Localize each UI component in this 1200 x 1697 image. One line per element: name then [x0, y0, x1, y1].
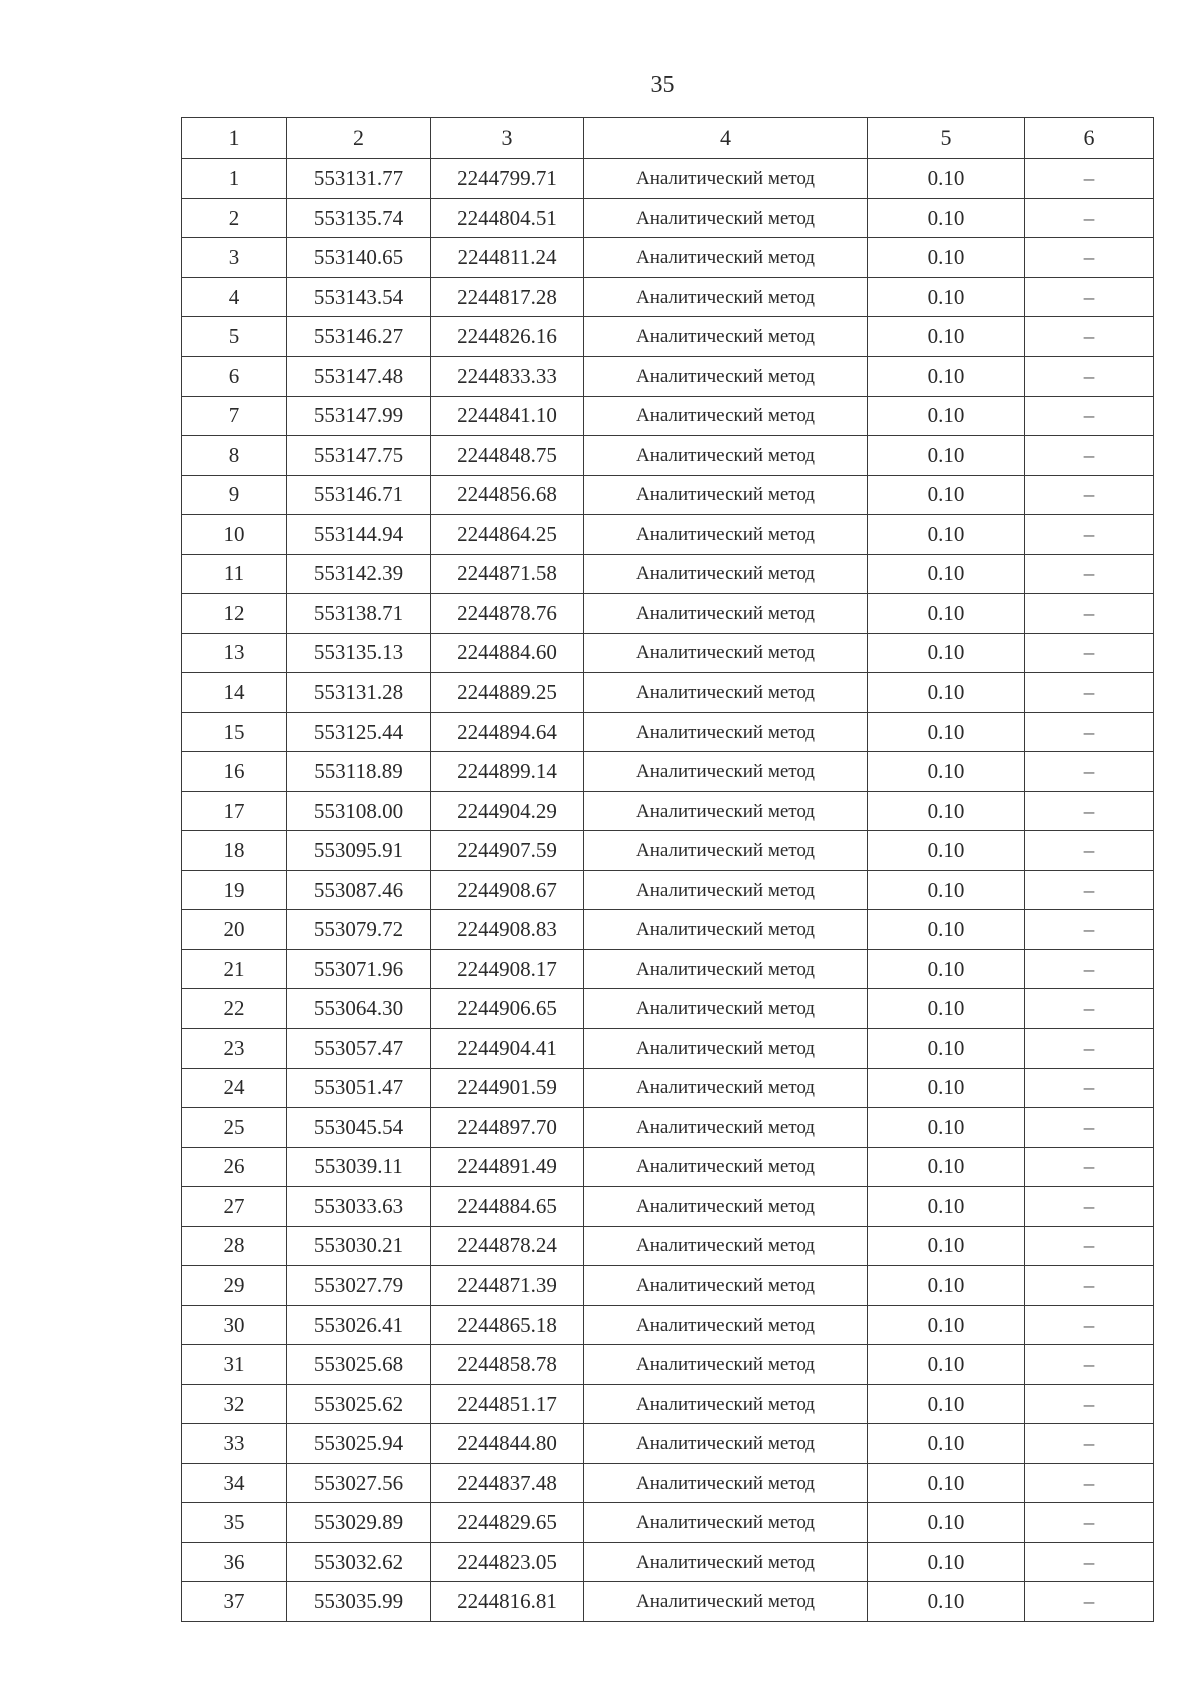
- x-coordinate-cell: 553142.39: [287, 554, 431, 594]
- method-cell: Аналитический метод: [584, 554, 868, 594]
- x-coordinate-cell: 553029.89: [287, 1503, 431, 1543]
- method-cell: Аналитический метод: [584, 1345, 868, 1385]
- note-cell: –: [1025, 870, 1154, 910]
- method-cell: Аналитический метод: [584, 1503, 868, 1543]
- note-cell: –: [1025, 1029, 1154, 1069]
- x-coordinate-cell: 553138.71: [287, 594, 431, 634]
- x-coordinate-cell: 553147.48: [287, 356, 431, 396]
- note-cell: –: [1025, 594, 1154, 634]
- y-coordinate-cell: 2244811.24: [431, 238, 584, 278]
- note-cell: –: [1025, 1345, 1154, 1385]
- y-coordinate-cell: 2244856.68: [431, 475, 584, 515]
- table-row: [182, 1345, 1154, 1385]
- column-header: 6: [1025, 118, 1154, 159]
- accuracy-cell: 0.10: [868, 1305, 1025, 1345]
- x-coordinate-cell: 553131.28: [287, 673, 431, 713]
- x-coordinate-cell: 553144.94: [287, 515, 431, 555]
- point-number-cell: 28: [182, 1226, 287, 1266]
- table-row: [182, 1226, 1154, 1266]
- point-number-cell: 23: [182, 1029, 287, 1069]
- y-coordinate-cell: 2244908.17: [431, 949, 584, 989]
- accuracy-cell: 0.10: [868, 475, 1025, 515]
- table-row: [182, 1187, 1154, 1227]
- table-row: [182, 910, 1154, 950]
- note-cell: –: [1025, 1542, 1154, 1582]
- y-coordinate-cell: 2244904.29: [431, 791, 584, 831]
- method-cell: Аналитический метод: [584, 1147, 868, 1187]
- method-cell: Аналитический метод: [584, 1226, 868, 1266]
- x-coordinate-cell: 553146.27: [287, 317, 431, 357]
- table-row: [182, 198, 1154, 238]
- table-row: [182, 515, 1154, 555]
- accuracy-cell: 0.10: [868, 515, 1025, 555]
- table-row: [182, 1542, 1154, 1582]
- note-cell: –: [1025, 515, 1154, 555]
- x-coordinate-cell: 553147.99: [287, 396, 431, 436]
- note-cell: –: [1025, 1384, 1154, 1424]
- point-number-cell: 31: [182, 1345, 287, 1385]
- y-coordinate-cell: 2244848.75: [431, 436, 584, 476]
- table-row: [182, 1463, 1154, 1503]
- point-number-cell: 29: [182, 1266, 287, 1306]
- table-row: [182, 1147, 1154, 1187]
- x-coordinate-cell: 553025.68: [287, 1345, 431, 1385]
- point-number-cell: 19: [182, 870, 287, 910]
- table-row: [182, 317, 1154, 357]
- method-cell: Аналитический метод: [584, 633, 868, 673]
- point-number-cell: 21: [182, 949, 287, 989]
- accuracy-cell: 0.10: [868, 1068, 1025, 1108]
- x-coordinate-cell: 553135.74: [287, 198, 431, 238]
- table-row: [182, 1582, 1154, 1622]
- y-coordinate-cell: 2244889.25: [431, 673, 584, 713]
- method-cell: Аналитический метод: [584, 1424, 868, 1464]
- table-row: [182, 1029, 1154, 1069]
- method-cell: Аналитический метод: [584, 1463, 868, 1503]
- table-row: [182, 633, 1154, 673]
- point-number-cell: 17: [182, 791, 287, 831]
- point-number-cell: 9: [182, 475, 287, 515]
- note-cell: –: [1025, 1226, 1154, 1266]
- method-cell: Аналитический метод: [584, 159, 868, 199]
- x-coordinate-cell: 553079.72: [287, 910, 431, 950]
- page-number: 35: [650, 72, 675, 98]
- y-coordinate-cell: 2244904.41: [431, 1029, 584, 1069]
- y-coordinate-cell: 2244841.10: [431, 396, 584, 436]
- x-coordinate-cell: 553147.75: [287, 436, 431, 476]
- column-header: 4: [584, 118, 868, 159]
- point-number-cell: 14: [182, 673, 287, 713]
- method-cell: Аналитический метод: [584, 1542, 868, 1582]
- point-number-cell: 36: [182, 1542, 287, 1582]
- y-coordinate-cell: 2244816.81: [431, 1582, 584, 1622]
- x-coordinate-cell: 553025.62: [287, 1384, 431, 1424]
- method-cell: Аналитический метод: [584, 436, 868, 476]
- x-coordinate-cell: 553026.41: [287, 1305, 431, 1345]
- note-cell: –: [1025, 436, 1154, 476]
- accuracy-cell: 0.10: [868, 1463, 1025, 1503]
- method-cell: Аналитический метод: [584, 198, 868, 238]
- note-cell: –: [1025, 1187, 1154, 1227]
- table-row: [182, 1384, 1154, 1424]
- y-coordinate-cell: 2244799.71: [431, 159, 584, 199]
- method-cell: Аналитический метод: [584, 356, 868, 396]
- accuracy-cell: 0.10: [868, 989, 1025, 1029]
- method-cell: Аналитический метод: [584, 317, 868, 357]
- point-number-cell: 13: [182, 633, 287, 673]
- point-number-cell: 24: [182, 1068, 287, 1108]
- accuracy-cell: 0.10: [868, 1147, 1025, 1187]
- method-cell: Аналитический метод: [584, 673, 868, 713]
- note-cell: –: [1025, 673, 1154, 713]
- x-coordinate-cell: 553057.47: [287, 1029, 431, 1069]
- method-cell: Аналитический метод: [584, 1266, 868, 1306]
- accuracy-cell: 0.10: [868, 1424, 1025, 1464]
- note-cell: –: [1025, 356, 1154, 396]
- table-row: [182, 1068, 1154, 1108]
- table-body: [182, 118, 1154, 1622]
- accuracy-cell: 0.10: [868, 1029, 1025, 1069]
- point-number-cell: 37: [182, 1582, 287, 1622]
- y-coordinate-cell: 2244891.49: [431, 1147, 584, 1187]
- note-cell: –: [1025, 317, 1154, 357]
- point-number-cell: 11: [182, 554, 287, 594]
- method-cell: Аналитический метод: [584, 989, 868, 1029]
- table-row: [182, 277, 1154, 317]
- table-header-row: [182, 118, 1154, 159]
- accuracy-cell: 0.10: [868, 1108, 1025, 1148]
- y-coordinate-cell: 2244908.83: [431, 910, 584, 950]
- note-cell: –: [1025, 712, 1154, 752]
- method-cell: Аналитический метод: [584, 1305, 868, 1345]
- note-cell: –: [1025, 791, 1154, 831]
- table-row: [182, 989, 1154, 1029]
- point-number-cell: 33: [182, 1424, 287, 1464]
- y-coordinate-cell: 2244894.64: [431, 712, 584, 752]
- y-coordinate-cell: 2244817.28: [431, 277, 584, 317]
- column-header: 3: [431, 118, 584, 159]
- x-coordinate-cell: 553032.62: [287, 1542, 431, 1582]
- point-number-cell: 16: [182, 752, 287, 792]
- y-coordinate-cell: 2244897.70: [431, 1108, 584, 1148]
- point-number-cell: 35: [182, 1503, 287, 1543]
- x-coordinate-cell: 553135.13: [287, 633, 431, 673]
- note-cell: –: [1025, 1503, 1154, 1543]
- accuracy-cell: 0.10: [868, 1266, 1025, 1306]
- x-coordinate-cell: 553108.00: [287, 791, 431, 831]
- y-coordinate-cell: 2244864.25: [431, 515, 584, 555]
- accuracy-cell: 0.10: [868, 673, 1025, 713]
- point-number-cell: 10: [182, 515, 287, 555]
- y-coordinate-cell: 2244878.24: [431, 1226, 584, 1266]
- y-coordinate-cell: 2244826.16: [431, 317, 584, 357]
- point-number-cell: 6: [182, 356, 287, 396]
- accuracy-cell: 0.10: [868, 1226, 1025, 1266]
- note-cell: –: [1025, 554, 1154, 594]
- x-coordinate-cell: 553140.65: [287, 238, 431, 278]
- y-coordinate-cell: 2244908.67: [431, 870, 584, 910]
- accuracy-cell: 0.10: [868, 1582, 1025, 1622]
- x-coordinate-cell: 553118.89: [287, 752, 431, 792]
- table-row: [182, 752, 1154, 792]
- column-header: 2: [287, 118, 431, 159]
- accuracy-cell: 0.10: [868, 1384, 1025, 1424]
- method-cell: Аналитический метод: [584, 1029, 868, 1069]
- point-number-cell: 7: [182, 396, 287, 436]
- accuracy-cell: 0.10: [868, 238, 1025, 278]
- point-number-cell: 5: [182, 317, 287, 357]
- y-coordinate-cell: 2244858.78: [431, 1345, 584, 1385]
- point-number-cell: 18: [182, 831, 287, 871]
- accuracy-cell: 0.10: [868, 1542, 1025, 1582]
- y-coordinate-cell: 2244884.65: [431, 1187, 584, 1227]
- note-cell: –: [1025, 752, 1154, 792]
- y-coordinate-cell: 2244851.17: [431, 1384, 584, 1424]
- accuracy-cell: 0.10: [868, 594, 1025, 634]
- y-coordinate-cell: 2244901.59: [431, 1068, 584, 1108]
- method-cell: Аналитический метод: [584, 831, 868, 871]
- table-row: [182, 831, 1154, 871]
- x-coordinate-cell: 553051.47: [287, 1068, 431, 1108]
- column-header: 1: [182, 118, 287, 159]
- note-cell: –: [1025, 396, 1154, 436]
- coordinates-table: [181, 117, 1154, 1622]
- accuracy-cell: 0.10: [868, 317, 1025, 357]
- method-cell: Аналитический метод: [584, 238, 868, 278]
- accuracy-cell: 0.10: [868, 752, 1025, 792]
- x-coordinate-cell: 553131.77: [287, 159, 431, 199]
- method-cell: Аналитический метод: [584, 712, 868, 752]
- point-number-cell: 30: [182, 1305, 287, 1345]
- table-row: [182, 870, 1154, 910]
- x-coordinate-cell: 553095.91: [287, 831, 431, 871]
- method-cell: Аналитический метод: [584, 396, 868, 436]
- accuracy-cell: 0.10: [868, 633, 1025, 673]
- point-number-cell: 2: [182, 198, 287, 238]
- y-coordinate-cell: 2244837.48: [431, 1463, 584, 1503]
- table-row: [182, 1266, 1154, 1306]
- point-number-cell: 32: [182, 1384, 287, 1424]
- x-coordinate-cell: 553071.96: [287, 949, 431, 989]
- x-coordinate-cell: 553143.54: [287, 277, 431, 317]
- x-coordinate-cell: 553064.30: [287, 989, 431, 1029]
- table-row: [182, 554, 1154, 594]
- method-cell: Аналитический метод: [584, 791, 868, 831]
- table-row: [182, 238, 1154, 278]
- method-cell: Аналитический метод: [584, 1582, 868, 1622]
- x-coordinate-cell: 553025.94: [287, 1424, 431, 1464]
- x-coordinate-cell: 553045.54: [287, 1108, 431, 1148]
- point-number-cell: 4: [182, 277, 287, 317]
- x-coordinate-cell: 553087.46: [287, 870, 431, 910]
- x-coordinate-cell: 553033.63: [287, 1187, 431, 1227]
- method-cell: Аналитический метод: [584, 515, 868, 555]
- note-cell: –: [1025, 277, 1154, 317]
- y-coordinate-cell: 2244907.59: [431, 831, 584, 871]
- y-coordinate-cell: 2244823.05: [431, 1542, 584, 1582]
- method-cell: Аналитический метод: [584, 949, 868, 989]
- note-cell: –: [1025, 1582, 1154, 1622]
- accuracy-cell: 0.10: [868, 791, 1025, 831]
- point-number-cell: 3: [182, 238, 287, 278]
- y-coordinate-cell: 2244865.18: [431, 1305, 584, 1345]
- note-cell: –: [1025, 949, 1154, 989]
- method-cell: Аналитический метод: [584, 1187, 868, 1227]
- column-header: 5: [868, 118, 1025, 159]
- point-number-cell: 15: [182, 712, 287, 752]
- accuracy-cell: 0.10: [868, 910, 1025, 950]
- note-cell: –: [1025, 989, 1154, 1029]
- x-coordinate-cell: 553035.99: [287, 1582, 431, 1622]
- accuracy-cell: 0.10: [868, 1187, 1025, 1227]
- accuracy-cell: 0.10: [868, 1345, 1025, 1385]
- table-row: [182, 1424, 1154, 1464]
- table-row: [182, 159, 1154, 199]
- note-cell: –: [1025, 475, 1154, 515]
- method-cell: Аналитический метод: [584, 594, 868, 634]
- method-cell: Аналитический метод: [584, 277, 868, 317]
- table-row: [182, 1503, 1154, 1543]
- y-coordinate-cell: 2244829.65: [431, 1503, 584, 1543]
- x-coordinate-cell: 553039.11: [287, 1147, 431, 1187]
- table-row: [182, 475, 1154, 515]
- note-cell: –: [1025, 1305, 1154, 1345]
- table-row: [182, 712, 1154, 752]
- point-number-cell: 12: [182, 594, 287, 634]
- table-row: [182, 356, 1154, 396]
- table-row: [182, 949, 1154, 989]
- note-cell: –: [1025, 910, 1154, 950]
- y-coordinate-cell: 2244884.60: [431, 633, 584, 673]
- table-row: [182, 791, 1154, 831]
- method-cell: Аналитический метод: [584, 1108, 868, 1148]
- note-cell: –: [1025, 633, 1154, 673]
- note-cell: –: [1025, 1424, 1154, 1464]
- method-cell: Аналитический метод: [584, 1384, 868, 1424]
- table-row: [182, 396, 1154, 436]
- method-cell: Аналитический метод: [584, 910, 868, 950]
- table-row: [182, 1305, 1154, 1345]
- method-cell: Аналитический метод: [584, 752, 868, 792]
- y-coordinate-cell: 2244833.33: [431, 356, 584, 396]
- accuracy-cell: 0.10: [868, 712, 1025, 752]
- accuracy-cell: 0.10: [868, 1503, 1025, 1543]
- table-row: [182, 673, 1154, 713]
- x-coordinate-cell: 553125.44: [287, 712, 431, 752]
- note-cell: –: [1025, 159, 1154, 199]
- y-coordinate-cell: 2244871.39: [431, 1266, 584, 1306]
- table-row: [182, 436, 1154, 476]
- accuracy-cell: 0.10: [868, 356, 1025, 396]
- y-coordinate-cell: 2244899.14: [431, 752, 584, 792]
- point-number-cell: 1: [182, 159, 287, 199]
- x-coordinate-cell: 553030.21: [287, 1226, 431, 1266]
- accuracy-cell: 0.10: [868, 277, 1025, 317]
- note-cell: –: [1025, 1463, 1154, 1503]
- method-cell: Аналитический метод: [584, 1068, 868, 1108]
- accuracy-cell: 0.10: [868, 396, 1025, 436]
- x-coordinate-cell: 553027.56: [287, 1463, 431, 1503]
- method-cell: Аналитический метод: [584, 475, 868, 515]
- point-number-cell: 26: [182, 1147, 287, 1187]
- y-coordinate-cell: 2244844.80: [431, 1424, 584, 1464]
- accuracy-cell: 0.10: [868, 198, 1025, 238]
- accuracy-cell: 0.10: [868, 870, 1025, 910]
- note-cell: –: [1025, 1147, 1154, 1187]
- table-row: [182, 594, 1154, 634]
- accuracy-cell: 0.10: [868, 949, 1025, 989]
- note-cell: –: [1025, 1108, 1154, 1148]
- note-cell: –: [1025, 238, 1154, 278]
- note-cell: –: [1025, 1068, 1154, 1108]
- y-coordinate-cell: 2244871.58: [431, 554, 584, 594]
- x-coordinate-cell: 553146.71: [287, 475, 431, 515]
- point-number-cell: 25: [182, 1108, 287, 1148]
- note-cell: –: [1025, 198, 1154, 238]
- y-coordinate-cell: 2244804.51: [431, 198, 584, 238]
- accuracy-cell: 0.10: [868, 554, 1025, 594]
- point-number-cell: 27: [182, 1187, 287, 1227]
- accuracy-cell: 0.10: [868, 159, 1025, 199]
- point-number-cell: 8: [182, 436, 287, 476]
- point-number-cell: 22: [182, 989, 287, 1029]
- accuracy-cell: 0.10: [868, 831, 1025, 871]
- y-coordinate-cell: 2244906.65: [431, 989, 584, 1029]
- table-row: [182, 1108, 1154, 1148]
- accuracy-cell: 0.10: [868, 436, 1025, 476]
- note-cell: –: [1025, 831, 1154, 871]
- note-cell: –: [1025, 1266, 1154, 1306]
- y-coordinate-cell: 2244878.76: [431, 594, 584, 634]
- point-number-cell: 34: [182, 1463, 287, 1503]
- x-coordinate-cell: 553027.79: [287, 1266, 431, 1306]
- method-cell: Аналитический метод: [584, 870, 868, 910]
- point-number-cell: 20: [182, 910, 287, 950]
